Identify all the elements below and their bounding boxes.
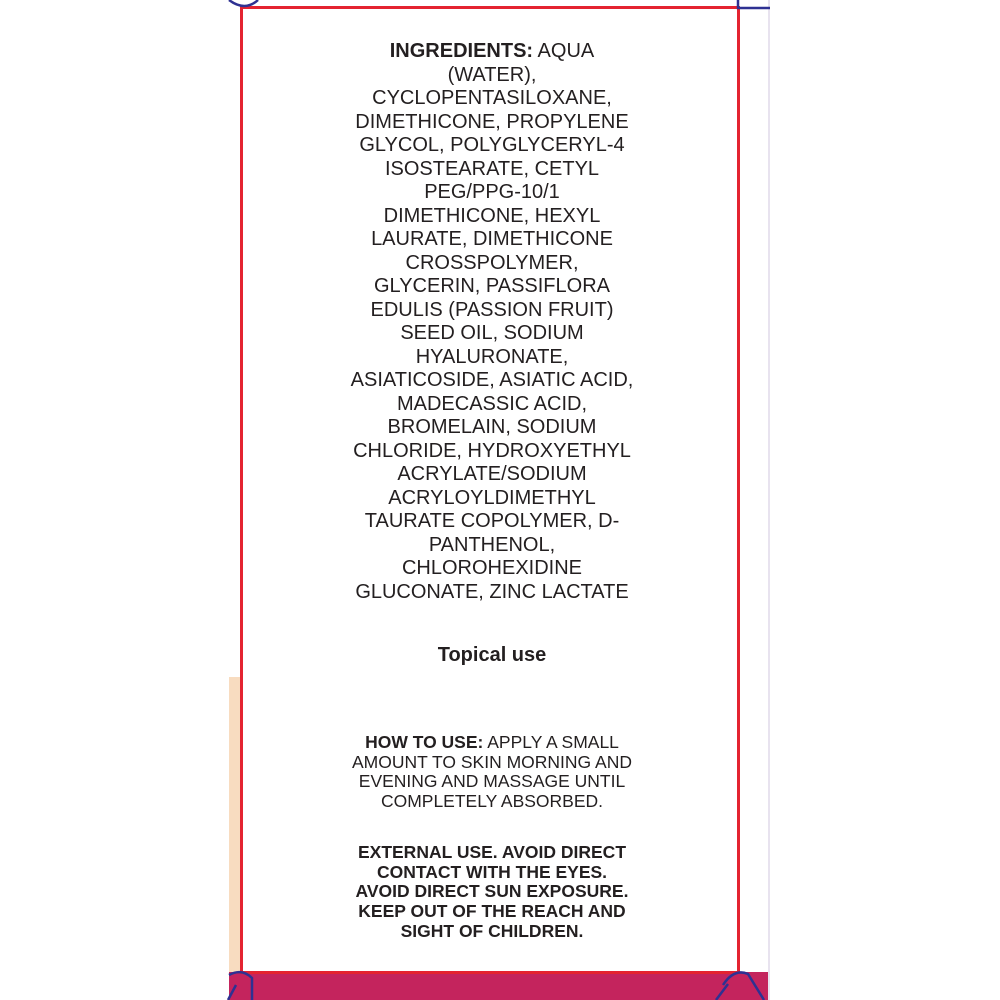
magenta-bottom-band (229, 972, 770, 1000)
ingredients-paragraph (350, 40, 634, 604)
top-right-corner-mark (738, 0, 770, 8)
how-to-use-text: APPLY A SMALL AMOUNT TO SKIN MORNING AND EVENING AND MASSAGE UNTIL COMPLETELY ABSORBED. (351, 732, 633, 812)
how-to-use-paragraph (350, 733, 634, 812)
how-to-use-label: HOW TO USE: (365, 732, 484, 752)
right-panel-edge (768, 0, 770, 1000)
warning-paragraph: EXTERNAL USE. AVOID DIRECT CONTACT WITH THE EYES. AVOID DIRECT SUN EXPOSURE. KEEP OUT OF THE REACH AND SIGHT OF CHILDREN. (355, 842, 629, 941)
ingredients-list: AQUA (WATER), CYCLOPENTASILOXANE, DIMETHICONE, PROPYLENE GLYCOL, POLYGLYCERYL-4 ISOSTEARATE, CETYL PEG/PPG-10/1 DIMETHICONE, HEXYL LAURATE, DIMETHICONE CROSSPOLYMER, GLYCERIN, PASSIFLORA EDULIS (PASSION FRUIT) SEED OIL, SODIUM HYALURONATE, ASIATICOSIDE, ASIATIC ACID, MADECASSIC ACID, BROMELAIN, SODIUM CHLORIDE, HYDROXYETHYL ACRYLATE/SODIUM ACRYLOYLDIMETHYL TAURATE COPOLYMER, D-PANTHENOL, CHLOROHEXIDINE GLUCONATE, ZINC LACTATE (350, 40, 634, 603)
ingredients-label: INGREDIENTS: (389, 40, 534, 62)
topical-use-heading: Topical use (437, 644, 547, 666)
